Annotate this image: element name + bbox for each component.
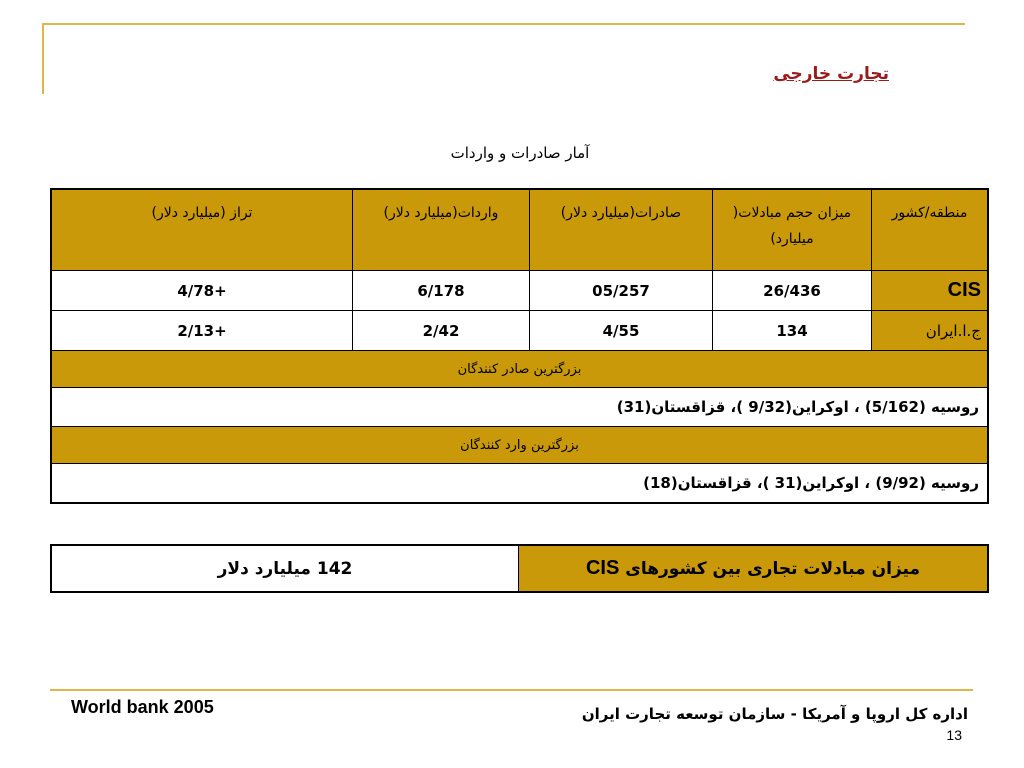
top-rule (42, 23, 965, 25)
trade-table (50, 188, 989, 504)
row-volume: 26/436 (713, 271, 872, 311)
summary-label-text: میزان مبادلات تجاری بین کشورهای (625, 559, 921, 579)
top-left-rule (42, 23, 44, 94)
header-imports: واردات(میلیارد دلار) (353, 189, 530, 271)
row-region: ج.ا.ایران (872, 311, 989, 351)
top-exporters-label: بزرگترین صادر کنندگان (51, 351, 988, 388)
top-importers-list: روسیه (9/92) ، اوکراین(31 )، قزاقستان(18) (51, 464, 988, 504)
table-header-row (51, 189, 988, 271)
source-note: World bank 2005 (71, 697, 214, 717)
page-number: 13 (946, 727, 962, 743)
organization-footer: اداره کل اروپا و آمریکا - سازمان توسعه تجارت ایران (581, 705, 968, 723)
table-row (51, 271, 988, 311)
row-exports: 4/55 (530, 311, 713, 351)
row-imports: 2/42 (353, 311, 530, 351)
table-row (51, 311, 988, 351)
header-exports: صادرات(میلیارد دلار) (530, 189, 713, 271)
row-exports: 05/257 (530, 271, 713, 311)
summary-value: 142 میلیارد دلار (51, 545, 519, 592)
summary-label (519, 545, 989, 592)
summary-label-cis: CIS (585, 557, 620, 579)
exporters-band (51, 351, 988, 388)
table-caption: آمار صادرات و واردات (450, 144, 590, 162)
importers-band (51, 427, 988, 464)
slide-title: تجارت خارجی (773, 64, 889, 84)
row-balance: +2/13 (51, 311, 353, 351)
header-region: منطقه/کشور (872, 189, 989, 271)
top-exporters-list: روسیه (5/162) ، اوکراین(9/32 )، قزاقستان(31) (51, 388, 988, 427)
header-balance: تراز (میلیارد دلار) (51, 189, 353, 271)
header-volume: میزان حجم مبادلات( میلیارد) (713, 189, 872, 271)
summary-table (50, 544, 989, 593)
row-balance: +4/78 (51, 271, 353, 311)
importers-row (51, 464, 988, 504)
bottom-rule (50, 689, 973, 691)
exporters-row (51, 388, 988, 427)
row-volume: 134 (713, 311, 872, 351)
row-region: CIS (872, 271, 989, 311)
row-imports: 6/178 (353, 271, 530, 311)
top-importers-label: بزرگترین وارد کنندگان (51, 427, 988, 464)
summary-row (51, 545, 988, 592)
